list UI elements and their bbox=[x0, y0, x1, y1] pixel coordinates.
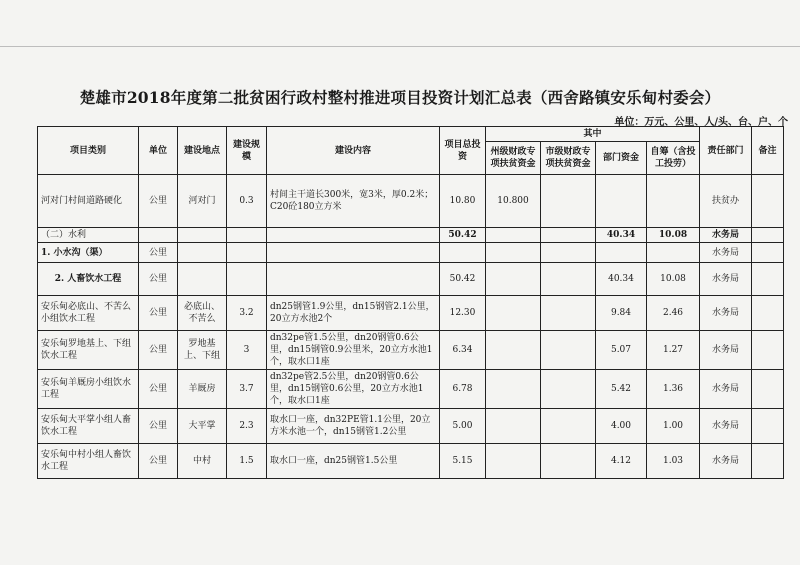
header-self-fund: 自筹（含投工投劳） bbox=[647, 142, 700, 175]
cell-type: 河对门村间道路硬化 bbox=[38, 175, 139, 228]
header-prefecture-fund: 州级财政专项扶贫资金 bbox=[486, 142, 541, 175]
cell-content: dn32pe管2.5公里，dn20钢管0.6公里，dn15钢管0.6公里，20立方水池1个，取水口1座 bbox=[267, 370, 440, 409]
header-content: 建设内容 bbox=[267, 127, 440, 175]
cell-prefecture-fund bbox=[486, 444, 541, 479]
cell-remark bbox=[752, 331, 784, 370]
cell-dept: 水务局 bbox=[700, 409, 752, 444]
cell-scale bbox=[227, 243, 267, 263]
cell-dept-fund bbox=[596, 175, 647, 228]
cell-scale: 3.2 bbox=[227, 296, 267, 331]
cell-remark bbox=[752, 409, 784, 444]
page-edge-line bbox=[0, 46, 800, 47]
cell-total: 5.00 bbox=[440, 409, 486, 444]
cell-location: 罗地基上、下组 bbox=[178, 331, 227, 370]
cell-remark bbox=[752, 370, 784, 409]
cell-dept: 水务局 bbox=[700, 263, 752, 296]
cell-type: 安乐甸羊厩房小组饮水工程 bbox=[38, 370, 139, 409]
cell-prefecture-fund bbox=[486, 263, 541, 296]
cell-unit: 公里 bbox=[139, 175, 178, 228]
cell-location: 羊厩房 bbox=[178, 370, 227, 409]
cell-total bbox=[440, 243, 486, 263]
header-location: 建设地点 bbox=[178, 127, 227, 175]
cell-type: 1. 小水沟（渠） bbox=[38, 243, 139, 263]
table-row bbox=[38, 263, 784, 296]
cell-content: 村间主干道长300米，宽3米，厚0.2米；C20砼180立方米 bbox=[267, 175, 440, 228]
cell-type: 2. 人畜饮水工程 bbox=[38, 263, 139, 296]
cell-content: dn32pe管1.5公里，dn20钢管0.6公里，dn15钢管0.9公里米，20立方水池1个，取水口1座 bbox=[267, 331, 440, 370]
cell-dept-fund: 40.34 bbox=[596, 228, 647, 243]
cell-location: 大平掌 bbox=[178, 409, 227, 444]
header-type: 项目类别 bbox=[38, 127, 139, 175]
cell-self-fund bbox=[647, 243, 700, 263]
table-row bbox=[38, 444, 784, 479]
cell-location bbox=[178, 228, 227, 243]
cell-dept: 扶贫办 bbox=[700, 175, 752, 228]
cell-self-fund: 1.36 bbox=[647, 370, 700, 409]
cell-content: 取水口一座，dn32PE管1.1公里，20立方米水池一个，dn15钢管1.2公里 bbox=[267, 409, 440, 444]
cell-type: 安乐甸大平掌小组人畜饮水工程 bbox=[38, 409, 139, 444]
cell-content: dn25钢管1.9公里，dn15钢管2.1公里，20立方水池2个 bbox=[267, 296, 440, 331]
cell-self-fund: 1.03 bbox=[647, 444, 700, 479]
cell-remark bbox=[752, 444, 784, 479]
cell-city-fund bbox=[541, 175, 596, 228]
table-row bbox=[38, 228, 784, 243]
cell-dept: 水务局 bbox=[700, 331, 752, 370]
cell-city-fund bbox=[541, 370, 596, 409]
cell-city-fund bbox=[541, 409, 596, 444]
cell-content bbox=[267, 263, 440, 296]
investment-plan-table bbox=[37, 126, 784, 479]
cell-type: 安乐甸罗地基上、下组饮水工程 bbox=[38, 331, 139, 370]
cell-unit bbox=[139, 228, 178, 243]
cell-self-fund: 10.08 bbox=[647, 228, 700, 243]
cell-self-fund: 1.00 bbox=[647, 409, 700, 444]
cell-prefecture-fund bbox=[486, 409, 541, 444]
table-row bbox=[38, 243, 784, 263]
cell-dept: 水务局 bbox=[700, 228, 752, 243]
cell-dept-fund: 9.84 bbox=[596, 296, 647, 331]
cell-type: 安乐甸必底山、不苦么小组饮水工程 bbox=[38, 296, 139, 331]
cell-dept: 水务局 bbox=[700, 370, 752, 409]
cell-total: 12.30 bbox=[440, 296, 486, 331]
cell-scale bbox=[227, 228, 267, 243]
cell-city-fund bbox=[541, 263, 596, 296]
header-total: 项目总投资 bbox=[440, 127, 486, 175]
header-dept-fund: 部门资金 bbox=[596, 142, 647, 175]
cell-unit: 公里 bbox=[139, 243, 178, 263]
cell-prefecture-fund bbox=[486, 296, 541, 331]
cell-city-fund bbox=[541, 228, 596, 243]
cell-type: 安乐甸中村小组人畜饮水工程 bbox=[38, 444, 139, 479]
cell-total: 5.15 bbox=[440, 444, 486, 479]
cell-scale: 3 bbox=[227, 331, 267, 370]
cell-dept-fund: 5.42 bbox=[596, 370, 647, 409]
header-of-which: 其中 bbox=[486, 127, 700, 142]
cell-remark bbox=[752, 243, 784, 263]
table-row bbox=[38, 409, 784, 444]
cell-unit: 公里 bbox=[139, 409, 178, 444]
cell-dept: 水务局 bbox=[700, 243, 752, 263]
table-row bbox=[38, 370, 784, 409]
cell-scale bbox=[227, 263, 267, 296]
cell-prefecture-fund bbox=[486, 228, 541, 243]
cell-type: （二）水利 bbox=[38, 228, 139, 243]
cell-scale: 2.3 bbox=[227, 409, 267, 444]
cell-unit: 公里 bbox=[139, 331, 178, 370]
table-row bbox=[38, 296, 784, 331]
cell-remark bbox=[752, 175, 784, 228]
cell-dept-fund: 4.00 bbox=[596, 409, 647, 444]
cell-total: 10.80 bbox=[440, 175, 486, 228]
cell-content: 取水口一座，dn25钢管1.5公里 bbox=[267, 444, 440, 479]
cell-unit: 公里 bbox=[139, 370, 178, 409]
cell-dept-fund: 4.12 bbox=[596, 444, 647, 479]
cell-unit: 公里 bbox=[139, 444, 178, 479]
cell-city-fund bbox=[541, 296, 596, 331]
cell-content bbox=[267, 243, 440, 263]
cell-dept-fund bbox=[596, 243, 647, 263]
cell-location: 必底山、不苦么 bbox=[178, 296, 227, 331]
cell-prefecture-fund bbox=[486, 331, 541, 370]
cell-city-fund bbox=[541, 243, 596, 263]
cell-location bbox=[178, 243, 227, 263]
cell-prefecture-fund: 10.800 bbox=[486, 175, 541, 228]
cell-scale: 3.7 bbox=[227, 370, 267, 409]
cell-location: 河对门 bbox=[178, 175, 227, 228]
cell-location bbox=[178, 263, 227, 296]
cell-self-fund bbox=[647, 175, 700, 228]
cell-remark bbox=[752, 296, 784, 331]
cell-total: 6.34 bbox=[440, 331, 486, 370]
header-dept: 责任部门 bbox=[700, 127, 752, 175]
cell-prefecture-fund bbox=[486, 243, 541, 263]
cell-self-fund: 2.46 bbox=[647, 296, 700, 331]
cell-location: 中村 bbox=[178, 444, 227, 479]
cell-scale: 0.3 bbox=[227, 175, 267, 228]
cell-total: 6.78 bbox=[440, 370, 486, 409]
cell-prefecture-fund bbox=[486, 370, 541, 409]
cell-dept-fund: 5.07 bbox=[596, 331, 647, 370]
cell-unit: 公里 bbox=[139, 296, 178, 331]
cell-total: 50.42 bbox=[440, 263, 486, 296]
cell-scale: 1.5 bbox=[227, 444, 267, 479]
cell-remark bbox=[752, 228, 784, 243]
cell-content bbox=[267, 228, 440, 243]
header-city-fund: 市级财政专项扶贫资金 bbox=[541, 142, 596, 175]
header-unit: 单位 bbox=[139, 127, 178, 175]
unit-note: 单位：万元、公里、人/头、台、户、个 bbox=[614, 117, 788, 128]
cell-city-fund bbox=[541, 331, 596, 370]
document-title: 楚雄市2018年度第二批贫困行政村整村推进项目投资计划汇总表（西舍路镇安乐甸村委会） bbox=[79, 88, 721, 107]
cell-dept-fund: 40.34 bbox=[596, 263, 647, 296]
header-remark: 备注 bbox=[752, 127, 784, 175]
cell-dept: 水务局 bbox=[700, 296, 752, 331]
cell-city-fund bbox=[541, 444, 596, 479]
header-scale: 建设规模 bbox=[227, 127, 267, 175]
cell-self-fund: 10.08 bbox=[647, 263, 700, 296]
cell-remark bbox=[752, 263, 784, 296]
cell-unit: 公里 bbox=[139, 263, 178, 296]
table-row bbox=[38, 331, 784, 370]
cell-self-fund: 1.27 bbox=[647, 331, 700, 370]
table-row bbox=[38, 175, 784, 228]
cell-total: 50.42 bbox=[440, 228, 486, 243]
cell-dept: 水务局 bbox=[700, 444, 752, 479]
